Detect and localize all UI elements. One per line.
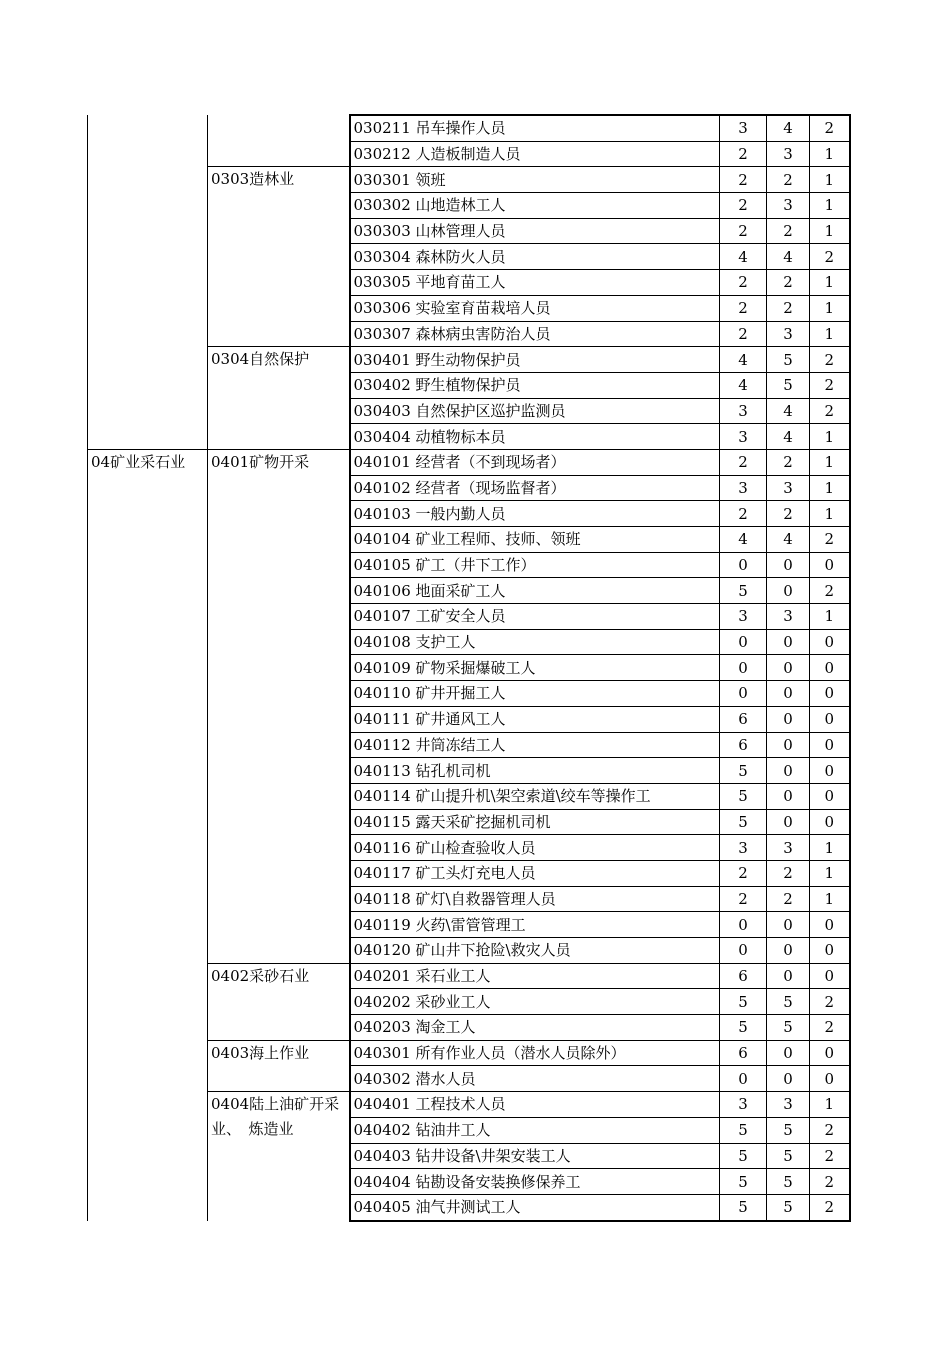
occupation-cell: [350, 347, 720, 373]
risk-class-a-cell: 0: [720, 938, 767, 964]
risk-class-c-cell: 0: [810, 809, 850, 835]
occupation-cell: [350, 321, 720, 347]
occupation-cell: [350, 783, 720, 809]
risk-class-c-cell: 2: [810, 1117, 850, 1143]
occupation-name: 矿物采掘爆破工人: [415, 658, 536, 677]
occupation-cell: [350, 835, 720, 861]
risk-class-c-cell: 1: [810, 860, 850, 886]
risk-class-a-cell: 5: [720, 989, 767, 1015]
risk-class-a-cell: 4: [720, 527, 767, 553]
occupation-cell: [350, 372, 720, 398]
occupation-cell: [350, 1194, 720, 1220]
occupation-name: 矿工头灯充电人员: [415, 864, 536, 883]
occupation-name: 矿井通风工人: [415, 710, 506, 729]
risk-class-b-cell: 0: [767, 706, 810, 732]
occupation-cell: [350, 655, 720, 681]
risk-class-b-cell: 5: [767, 1143, 810, 1169]
risk-class-a-cell: 0: [720, 1066, 767, 1092]
risk-class-a-cell: 4: [720, 372, 767, 398]
risk-class-b-cell: 5: [767, 1117, 810, 1143]
risk-class-c-cell: 0: [810, 681, 850, 707]
occupation-cell: [350, 1169, 720, 1195]
occupation-code: 040301: [353, 1044, 411, 1063]
occupation-code: 040403: [353, 1146, 411, 1165]
risk-class-b-cell: 5: [767, 989, 810, 1015]
occupation-code: 030211: [353, 119, 411, 138]
risk-class-a-cell: 5: [720, 1015, 767, 1041]
risk-class-a-cell: 3: [720, 398, 767, 424]
risk-class-b-cell: 0: [767, 655, 810, 681]
occupation-cell: [350, 1143, 720, 1169]
category-cell: [88, 115, 208, 449]
occupation-code: 040108: [353, 633, 411, 652]
occupation-cell: [350, 1066, 720, 1092]
occupation-code: 040112: [353, 735, 411, 754]
occupation-name: 实验室育苗栽培人员: [415, 299, 551, 318]
risk-class-c-cell: 2: [810, 527, 850, 553]
risk-class-b-cell: 0: [767, 912, 810, 938]
occupation-code: 040106: [353, 581, 411, 600]
risk-class-a-cell: 2: [720, 295, 767, 321]
risk-class-a-cell: 2: [720, 860, 767, 886]
risk-class-c-cell: 2: [810, 1143, 850, 1169]
risk-class-c-cell: 2: [810, 1169, 850, 1195]
risk-class-c-cell: 1: [810, 475, 850, 501]
risk-class-c-cell: 2: [810, 578, 850, 604]
occupation-code: 040111: [353, 710, 411, 729]
risk-class-a-cell: 5: [720, 1117, 767, 1143]
occupation-name: 经营者（现场监督者）: [415, 478, 566, 497]
risk-class-b-cell: 0: [767, 938, 810, 964]
risk-class-c-cell: 0: [810, 938, 850, 964]
occupation-cell: [350, 860, 720, 886]
risk-class-a-cell: 2: [720, 167, 767, 193]
occupation-name: 露天采矿挖掘机司机: [415, 812, 551, 831]
risk-class-b-cell: 3: [767, 1092, 810, 1118]
occupation-cell: [350, 629, 720, 655]
occupation-cell: [350, 193, 720, 219]
occupation-name: 矿山提升机\架空索道\绞车等操作工: [415, 787, 651, 806]
occupation-name: 人造板制造人员: [415, 145, 521, 164]
occupation-cell: [350, 1092, 720, 1118]
occupation-code: 040105: [353, 556, 411, 575]
occupation-name: 淘金工人: [415, 1018, 476, 1037]
occupation-cell: [350, 963, 720, 989]
occupation-name: 自然保护区巡护监测员: [415, 401, 566, 420]
risk-class-c-cell: 1: [810, 449, 850, 475]
occupation-name: 油气井测试工人: [415, 1198, 521, 1217]
occupation-cell: [350, 501, 720, 527]
risk-class-b-cell: 0: [767, 963, 810, 989]
occupation-code: 040104: [353, 530, 411, 549]
risk-class-a-cell: 5: [720, 1169, 767, 1195]
risk-class-a-cell: 0: [720, 629, 767, 655]
risk-class-c-cell: 2: [810, 989, 850, 1015]
occupation-cell: [350, 295, 720, 321]
risk-class-b-cell: 2: [767, 167, 810, 193]
risk-class-c-cell: 2: [810, 398, 850, 424]
risk-class-b-cell: 2: [767, 501, 810, 527]
occupation-code: 040103: [353, 504, 411, 523]
risk-class-c-cell: 2: [810, 244, 850, 270]
risk-class-c-cell: 2: [810, 1194, 850, 1220]
occupation-cell: [350, 1040, 720, 1066]
table-row: [88, 115, 850, 141]
risk-class-b-cell: 2: [767, 860, 810, 886]
occupation-name: 工程技术人员: [415, 1095, 506, 1114]
risk-class-c-cell: 1: [810, 295, 850, 321]
risk-class-b-cell: 0: [767, 681, 810, 707]
occupation-cell: [350, 604, 720, 630]
occupation-code: 030305: [353, 273, 411, 292]
occupation-name: 矿山检查验收人员: [415, 838, 536, 857]
occupation-cell: [350, 706, 720, 732]
occupation-name: 所有作业人员（潜水人员除外）: [415, 1044, 626, 1063]
risk-class-c-cell: 1: [810, 218, 850, 244]
risk-class-c-cell: 1: [810, 270, 850, 296]
risk-class-c-cell: 0: [810, 963, 850, 989]
risk-class-b-cell: 4: [767, 398, 810, 424]
occupation-code: 030403: [353, 401, 411, 420]
occupation-cell: [350, 552, 720, 578]
occupation-cell: [350, 167, 720, 193]
occupation-name: 矿山井下抢险\救灾人员: [415, 941, 571, 960]
risk-class-a-cell: 2: [720, 886, 767, 912]
occupation-name: 山地造林工人: [415, 196, 506, 215]
risk-class-b-cell: 3: [767, 193, 810, 219]
risk-class-c-cell: 1: [810, 1092, 850, 1118]
risk-class-b-cell: 2: [767, 218, 810, 244]
occupation-code: 030404: [353, 427, 411, 446]
risk-class-b-cell: 2: [767, 295, 810, 321]
risk-class-a-cell: 2: [720, 449, 767, 475]
occupation-cell: [350, 681, 720, 707]
occupation-code: 040302: [353, 1069, 411, 1088]
risk-class-a-cell: 4: [720, 244, 767, 270]
occupation-code: 040120: [353, 941, 411, 960]
occupation-name: 野生植物保护员: [415, 376, 521, 395]
subcategory-cell: 0403海上作业: [208, 1040, 350, 1091]
occupation-name: 钻油井工人: [415, 1121, 491, 1140]
occupation-name: 矿井开掘工人: [415, 684, 506, 703]
occupation-code: 040114: [353, 787, 411, 806]
risk-class-a-cell: 5: [720, 1194, 767, 1220]
risk-class-b-cell: 5: [767, 1015, 810, 1041]
occupation-cell: [350, 809, 720, 835]
risk-class-a-cell: 3: [720, 475, 767, 501]
occupation-code: 040107: [353, 607, 411, 626]
occupation-code: 040202: [353, 992, 411, 1011]
occupation-name: 矿灯\自救器管理人员: [415, 889, 556, 908]
risk-class-b-cell: 2: [767, 270, 810, 296]
occupation-name: 一般内勤人员: [415, 504, 506, 523]
risk-class-c-cell: 1: [810, 501, 850, 527]
risk-class-a-cell: 2: [720, 501, 767, 527]
risk-class-c-cell: 0: [810, 1066, 850, 1092]
occupation-name: 野生动物保护员: [415, 350, 521, 369]
occupation-name: 火药\雷管管理工: [415, 915, 526, 934]
risk-class-b-cell: 4: [767, 115, 810, 141]
occupation-name: 平地育苗工人: [415, 273, 506, 292]
occupation-code: 040201: [353, 967, 411, 986]
risk-class-c-cell: 1: [810, 424, 850, 450]
occupation-name: 支护工人: [415, 633, 476, 652]
risk-class-a-cell: 2: [720, 218, 767, 244]
occupation-cell: [350, 1117, 720, 1143]
occupation-cell: [350, 218, 720, 244]
subcategory-cell: 0402采砂石业: [208, 963, 350, 1040]
risk-class-b-cell: 2: [767, 449, 810, 475]
occupation-name: 地面采矿工人: [415, 581, 506, 600]
risk-class-c-cell: 1: [810, 604, 850, 630]
occupation-cell: [350, 449, 720, 475]
occupation-code: 040115: [353, 812, 411, 831]
risk-class-a-cell: 0: [720, 655, 767, 681]
risk-class-b-cell: 0: [767, 629, 810, 655]
risk-class-b-cell: 3: [767, 604, 810, 630]
occupation-name: 山林管理人员: [415, 222, 506, 241]
risk-class-c-cell: 1: [810, 193, 850, 219]
occupation-name: 森林病虫害防治人员: [415, 324, 551, 343]
risk-class-b-cell: 0: [767, 578, 810, 604]
occupation-name: 矿业工程师、技师、领班: [415, 530, 581, 549]
occupation-name: 钻井设备\井架安装工人: [415, 1146, 571, 1165]
risk-class-a-cell: 5: [720, 758, 767, 784]
occupation-code: 040109: [353, 658, 411, 677]
occupation-code: 030306: [353, 299, 411, 318]
risk-class-a-cell: 6: [720, 963, 767, 989]
risk-class-a-cell: 6: [720, 1040, 767, 1066]
risk-class-b-cell: 0: [767, 1040, 810, 1066]
risk-class-c-cell: 1: [810, 835, 850, 861]
occupation-code: 040404: [353, 1172, 411, 1191]
risk-class-a-cell: 5: [720, 783, 767, 809]
occupation-cell: [350, 732, 720, 758]
risk-class-c-cell: 0: [810, 1040, 850, 1066]
risk-class-b-cell: 3: [767, 141, 810, 167]
risk-class-c-cell: 1: [810, 141, 850, 167]
risk-class-a-cell: 5: [720, 578, 767, 604]
occupation-cell: [350, 886, 720, 912]
risk-class-b-cell: 4: [767, 527, 810, 553]
occupation-cell: [350, 244, 720, 270]
table-body: [88, 115, 850, 1221]
occupation-code: 040116: [353, 838, 411, 857]
table-row: [88, 449, 850, 475]
occupation-name: 钻孔机司机: [415, 761, 491, 780]
occupation-name: 采砂业工人: [415, 992, 491, 1011]
risk-class-b-cell: 0: [767, 732, 810, 758]
occupation-cell: [350, 527, 720, 553]
occupation-code: 040118: [353, 889, 411, 908]
occupation-cell: [350, 398, 720, 424]
risk-class-a-cell: 3: [720, 115, 767, 141]
subcategory-cell: 0303造林业: [208, 167, 350, 347]
risk-class-b-cell: 3: [767, 835, 810, 861]
occupation-cell: [350, 270, 720, 296]
risk-class-b-cell: 4: [767, 424, 810, 450]
occupation-code: 030301: [353, 170, 411, 189]
category-cell: 04矿业采石业: [88, 449, 208, 1220]
occupation-code: 040119: [353, 915, 411, 934]
occupation-table-sheet: [87, 114, 851, 1222]
occupation-cell: [350, 1015, 720, 1041]
risk-class-c-cell: 1: [810, 167, 850, 193]
occupation-name: 钻勘设备安装换修保养工: [415, 1172, 581, 1191]
risk-class-b-cell: 5: [767, 372, 810, 398]
occupation-code: 040405: [353, 1198, 411, 1217]
risk-class-b-cell: 2: [767, 886, 810, 912]
occupation-cell: [350, 989, 720, 1015]
risk-class-b-cell: 5: [767, 1169, 810, 1195]
risk-class-b-cell: 5: [767, 1194, 810, 1220]
occupation-cell: [350, 758, 720, 784]
occupation-code: 040117: [353, 864, 411, 883]
occupation-cell: [350, 578, 720, 604]
subcategory-cell: 0404陆上油矿开采业、 炼造业: [208, 1092, 350, 1221]
risk-class-a-cell: 3: [720, 1092, 767, 1118]
occupation-name: 井筒冻结工人: [415, 735, 506, 754]
risk-class-c-cell: 0: [810, 552, 850, 578]
occupation-code: 030307: [353, 324, 411, 343]
risk-class-a-cell: 2: [720, 193, 767, 219]
risk-class-c-cell: 0: [810, 758, 850, 784]
occupation-risk-table: [87, 114, 851, 1222]
risk-class-b-cell: 0: [767, 809, 810, 835]
risk-class-c-cell: 0: [810, 629, 850, 655]
occupation-name: 经营者（不到现场者）: [415, 453, 566, 472]
risk-class-c-cell: 0: [810, 732, 850, 758]
occupation-name: 潜水人员: [415, 1069, 476, 1088]
risk-class-c-cell: 1: [810, 886, 850, 912]
occupation-cell: [350, 912, 720, 938]
occupation-code: 030212: [353, 145, 411, 164]
risk-class-b-cell: 0: [767, 758, 810, 784]
occupation-cell: [350, 475, 720, 501]
risk-class-a-cell: 5: [720, 809, 767, 835]
occupation-name: 动植物标本员: [415, 427, 506, 446]
risk-class-a-cell: 0: [720, 912, 767, 938]
occupation-code: 040402: [353, 1121, 411, 1140]
occupation-cell: [350, 424, 720, 450]
occupation-code: 030402: [353, 376, 411, 395]
occupation-name: 领班: [415, 170, 446, 189]
occupation-code: 040113: [353, 761, 411, 780]
occupation-code: 030302: [353, 196, 411, 215]
risk-class-b-cell: 0: [767, 783, 810, 809]
occupation-cell: [350, 115, 720, 141]
risk-class-a-cell: 6: [720, 732, 767, 758]
occupation-name: 森林防火人员: [415, 247, 506, 266]
risk-class-b-cell: 3: [767, 475, 810, 501]
occupation-code: 030304: [353, 247, 411, 266]
occupation-cell: [350, 938, 720, 964]
risk-class-a-cell: 3: [720, 424, 767, 450]
risk-class-a-cell: 4: [720, 347, 767, 373]
occupation-code: 040101: [353, 453, 411, 472]
risk-class-a-cell: 0: [720, 552, 767, 578]
subcategory-cell: 0304自然保护: [208, 347, 350, 450]
risk-class-c-cell: 2: [810, 372, 850, 398]
risk-class-c-cell: 2: [810, 1015, 850, 1041]
occupation-name: 吊车操作人员: [415, 119, 506, 138]
risk-class-b-cell: 5: [767, 347, 810, 373]
occupation-code: 040401: [353, 1095, 411, 1114]
occupation-name: 采石业工人: [415, 967, 491, 986]
risk-class-a-cell: 5: [720, 1143, 767, 1169]
risk-class-c-cell: 0: [810, 783, 850, 809]
subcategory-cell: [208, 115, 350, 167]
subcategory-cell: 0401矿物开采: [208, 449, 350, 963]
risk-class-a-cell: 2: [720, 270, 767, 296]
risk-class-b-cell: 0: [767, 552, 810, 578]
risk-class-c-cell: 0: [810, 706, 850, 732]
risk-class-a-cell: 2: [720, 321, 767, 347]
occupation-code: 040203: [353, 1018, 411, 1037]
occupation-code: 040102: [353, 478, 411, 497]
risk-class-a-cell: 3: [720, 604, 767, 630]
risk-class-a-cell: 0: [720, 681, 767, 707]
occupation-name: 工矿安全人员: [415, 607, 506, 626]
occupation-name: 矿工（井下工作）: [415, 556, 536, 575]
occupation-code: 030401: [353, 350, 411, 369]
occupation-code: 030303: [353, 222, 411, 241]
risk-class-a-cell: 6: [720, 706, 767, 732]
risk-class-b-cell: 0: [767, 1066, 810, 1092]
risk-class-a-cell: 2: [720, 141, 767, 167]
risk-class-c-cell: 2: [810, 115, 850, 141]
risk-class-b-cell: 4: [767, 244, 810, 270]
risk-class-c-cell: 0: [810, 655, 850, 681]
risk-class-b-cell: 3: [767, 321, 810, 347]
risk-class-a-cell: 3: [720, 835, 767, 861]
risk-class-c-cell: 1: [810, 321, 850, 347]
risk-class-c-cell: 0: [810, 912, 850, 938]
risk-class-c-cell: 2: [810, 347, 850, 373]
occupation-cell: [350, 141, 720, 167]
occupation-code: 040110: [353, 684, 411, 703]
